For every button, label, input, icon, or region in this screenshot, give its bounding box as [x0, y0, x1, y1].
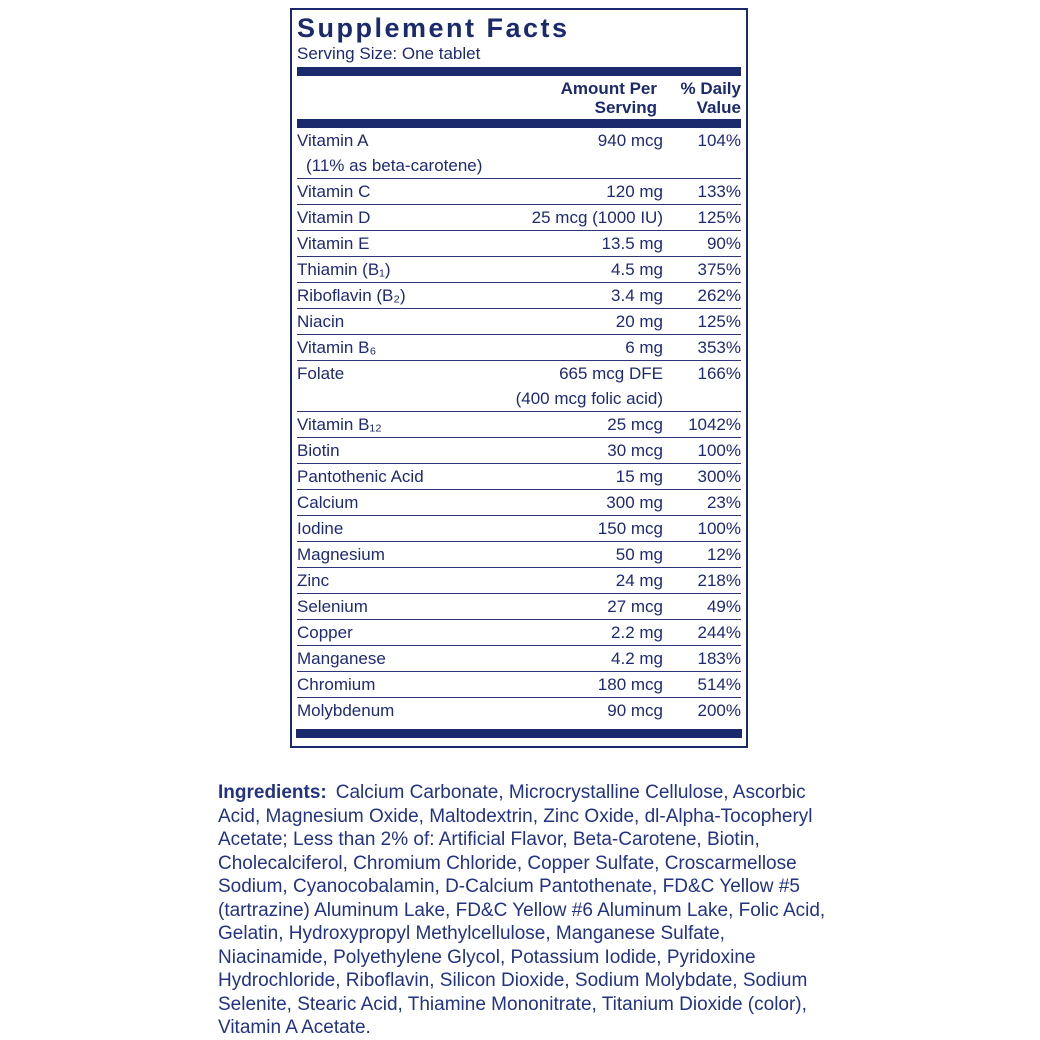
nutrient-amount: 150 mcg — [597, 519, 663, 538]
nutrient-row — [297, 698, 741, 723]
nutrient-name: Thiamin (B₁) — [297, 260, 391, 279]
nutrient-amount: 6 mg — [625, 338, 663, 357]
nutrient-name: Vitamin C — [297, 182, 371, 201]
column-headers — [297, 76, 741, 119]
nutrient-amount: 300 mg — [606, 493, 663, 512]
nutrient-row — [297, 568, 741, 594]
nutrient-amount: 665 mcg DFE — [559, 364, 663, 383]
divider-bar-header — [297, 119, 741, 128]
nutrient-daily-value: 12% — [706, 545, 741, 564]
nutrient-daily-value: 133% — [697, 182, 741, 201]
nutrient-name: Calcium — [297, 493, 359, 512]
nutrient-name: Molybdenum — [297, 701, 395, 720]
nutrient-amount: 180 mcg — [597, 675, 663, 694]
nutrient-row — [297, 205, 741, 231]
nutrient-row — [297, 516, 741, 542]
nutrient-daily-value: 166% — [697, 364, 741, 383]
nutrient-amount: 940 mcg — [597, 131, 663, 150]
nutrient-amount: 20 mg — [615, 312, 663, 331]
nutrient-row — [297, 128, 741, 179]
nutrient-daily-value: 218% — [697, 571, 741, 590]
nutrient-daily-value: 90% — [706, 234, 741, 253]
nutrient-amount: 15 mg — [615, 467, 663, 486]
nutrient-row — [297, 542, 741, 568]
nutrient-amount-line2: (400 mcg folic acid) — [515, 389, 663, 408]
nutrient-daily-value: 23% — [706, 493, 741, 512]
column-header-daily-value: % Daily Value — [680, 79, 741, 117]
ingredients-text: Calcium Carbonate, Microcrystalline Cellulose, Ascorbic Acid, Magnesium Oxide, Maltodextrin, Zinc Oxide, dl-Alpha-Tocopheryl Acetate; Less than 2% of: Artificial Flavor, Beta-Carotene, Biotin, Cholecalciferol, Chromium Chloride, Copper Sulfate, Croscarmellose Sodium, Cyanocobalamin, D-Calcium Pantothenate, FD&C Yellow #5 (tartrazine) Aluminum Lake, FD&C Yellow #6 Aluminum Lake, Folic Acid, Gelatin, Hydroxypropyl Methylcellulose, Manganese Sulfate, Niacinamide, Polyethylene Glycol, Potassium Iodide, Pyridoxine Hydrochloride, Riboflavin, Silicon Dioxide, Sodium Molybdate, Sodium Selenite, Stearic Acid, Thiamine Mononitrate, Titanium Dioxide (color), Vitamin A Acetate. — [218, 782, 826, 1038]
nutrient-name: Vitamin E — [297, 234, 370, 253]
panel-title: Supplement Facts — [297, 13, 570, 43]
nutrient-daily-value: 1042% — [688, 415, 741, 434]
nutrient-name: Zinc — [297, 571, 330, 590]
nutrient-name: Copper — [297, 623, 353, 642]
nutrient-daily-value: 104% — [697, 131, 741, 150]
nutrient-row — [297, 231, 741, 257]
nutrient-daily-value: 375% — [697, 260, 741, 279]
nutrient-amount: 25 mcg (1000 IU) — [531, 208, 663, 227]
nutrient-name: Selenium — [297, 597, 368, 616]
nutrient-daily-value: 514% — [697, 675, 741, 694]
nutrient-name: Folate — [297, 364, 345, 383]
ingredients-section — [218, 781, 838, 1040]
nutrient-name: Vitamin B₁₂ — [297, 415, 382, 434]
nutrient-amount: 13.5 mg — [601, 234, 663, 253]
nutrient-row — [297, 412, 741, 438]
nutrient-row — [297, 257, 741, 283]
supplement-facts-panel — [290, 8, 748, 748]
nutrient-amount: 50 mg — [615, 545, 663, 564]
nutrient-row — [297, 464, 741, 490]
nutrient-amount: 3.4 mg — [611, 286, 663, 305]
nutrient-row — [297, 438, 741, 464]
nutrient-row — [297, 594, 741, 620]
nutrient-daily-value: 49% — [706, 597, 741, 616]
divider-bar-top — [297, 67, 741, 76]
nutrient-name: Niacin — [297, 312, 345, 331]
nutrient-daily-value: 300% — [697, 467, 741, 486]
nutrient-name: Manganese — [297, 649, 386, 668]
column-header-amount: Amount Per Serving — [560, 79, 657, 117]
nutrient-row — [297, 490, 741, 516]
nutrient-row — [297, 620, 741, 646]
nutrient-name: Iodine — [297, 519, 344, 538]
nutrient-row — [297, 672, 741, 698]
nutrient-daily-value: 183% — [697, 649, 741, 668]
nutrient-name: Vitamin B₆ — [297, 338, 377, 357]
nutrient-rows — [297, 128, 741, 723]
nutrient-amount: 24 mg — [615, 571, 663, 590]
nutrient-amount: 2.2 mg — [611, 623, 663, 642]
nutrient-name: Chromium — [297, 675, 376, 694]
nutrient-row — [297, 335, 741, 361]
nutrient-amount: 90 mcg — [607, 701, 663, 720]
nutrient-daily-value: 244% — [697, 623, 741, 642]
divider-bar-bottom — [296, 729, 742, 738]
nutrient-daily-value: 100% — [697, 441, 741, 460]
nutrient-daily-value: 125% — [697, 312, 741, 331]
nutrient-name: Magnesium — [297, 545, 385, 564]
serving-size: Serving Size: One tablet — [297, 44, 481, 63]
nutrient-daily-value: 125% — [697, 208, 741, 227]
nutrient-amount: 27 mcg — [607, 597, 663, 616]
nutrient-name: Riboflavin (B₂) — [297, 286, 406, 305]
nutrient-name: Pantothenic Acid — [297, 467, 424, 486]
nutrient-amount: 120 mg — [606, 182, 663, 201]
nutrient-name: Biotin — [297, 441, 340, 460]
nutrient-daily-value: 200% — [697, 701, 741, 720]
nutrient-amount: 30 mcg — [607, 441, 663, 460]
nutrient-amount: 25 mcg — [607, 415, 663, 434]
nutrient-daily-value: 100% — [697, 519, 741, 538]
nutrient-amount: 4.5 mg — [611, 260, 663, 279]
nutrient-name: Vitamin A — [297, 131, 369, 150]
nutrient-name: Vitamin D — [297, 208, 371, 227]
nutrient-row — [297, 179, 741, 205]
nutrient-name-line2: (11% as beta-carotene) — [306, 156, 483, 175]
nutrient-row — [297, 283, 741, 309]
ingredients-label: Ingredients: — [218, 782, 327, 803]
nutrient-daily-value: 353% — [697, 338, 741, 357]
nutrient-daily-value: 262% — [697, 286, 741, 305]
nutrient-row — [297, 309, 741, 335]
nutrient-row — [297, 646, 741, 672]
nutrient-row — [297, 361, 741, 412]
nutrient-amount: 4.2 mg — [611, 649, 663, 668]
